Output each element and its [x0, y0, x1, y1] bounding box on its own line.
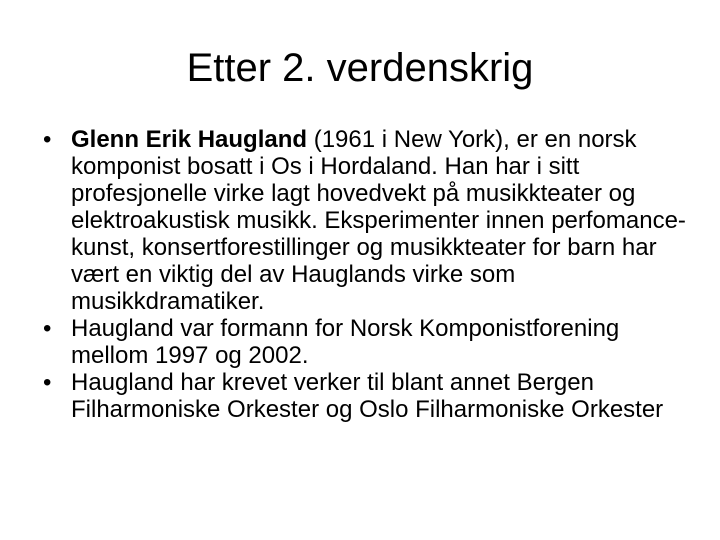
slide-title: Etter 2. verdenskrig	[186, 46, 534, 90]
bullet-list	[43, 126, 693, 423]
bullet-marker: •	[43, 126, 52, 153]
bullet-text: Haugland har krevet verker til blant annet Bergen Filharmoniske Orkester og Oslo Filharmoniske Orkester	[71, 369, 664, 423]
bullet-text	[71, 126, 693, 315]
bullet-text: Haugland var formann for Norsk Komponistforening mellom 1997 og 2002.	[71, 315, 620, 369]
bullet-item	[43, 315, 693, 369]
bullet-body-text: (1961 i New York), er en norsk komponist bosatt i Os i Hordaland. Han har i sitt profesjonelle virke lagt hovedvekt på musikkteater og elektroakustisk musikk. Eksperimenter innen perfomance-kunst, konsertforestillinger og musikkteater for barn har vært en viktig del av Hauglands virke som musikkdramatiker.	[71, 126, 686, 315]
bullet-item	[43, 369, 693, 423]
bullet-marker: •	[43, 369, 52, 396]
bullet-item	[43, 126, 693, 315]
bullet-bold-text: Glenn Erik Haugland	[71, 126, 308, 153]
bullet-marker: •	[43, 315, 52, 342]
